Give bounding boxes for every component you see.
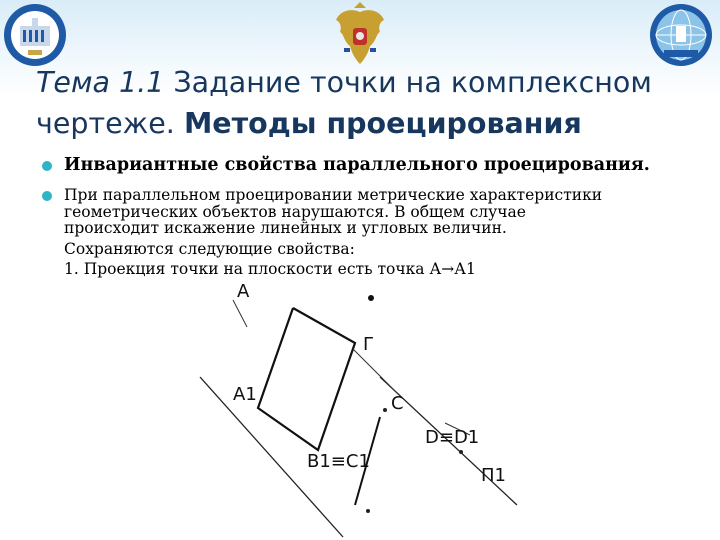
point-marker	[459, 450, 463, 454]
point-marker	[368, 295, 374, 301]
projection-ray-a	[233, 300, 247, 327]
label-a: A	[237, 281, 250, 302]
label-d-d1: D≡D1	[425, 427, 480, 448]
slide-title	[36, 62, 706, 144]
point-marker	[366, 509, 370, 513]
label-b1-c1: B1≡C1	[307, 451, 370, 472]
university-globe-emblem	[648, 2, 714, 68]
bullet-text: Инвариантные свойства параллельного проецирования.	[64, 155, 650, 175]
title-topic-text: Задание точки на комплексном чертеже.	[36, 66, 652, 140]
bullet-invariant-properties	[40, 157, 700, 174]
bullet-line: 1. Проекция точки на плоскости есть точка А→А1	[64, 260, 476, 278]
bullet-line: происходит искажение линейных и угловых величин.	[64, 219, 507, 237]
bullet-line: При параллельном проецировании метрические характеристики	[64, 186, 603, 204]
projection-diagram	[195, 255, 525, 540]
label-a1: A1	[233, 384, 257, 405]
projected-quadrilateral	[258, 308, 355, 450]
bullet-line: геометрических объектов нарушаются. В общем случае	[64, 202, 526, 221]
title-topic-number: Тема 1.1	[36, 66, 165, 99]
russian-coat-of-arms-emblem	[330, 2, 390, 68]
bullet-line: Сохраняются следующие свойства:	[64, 239, 355, 258]
point-marker	[383, 408, 387, 412]
projection-ray-c	[353, 349, 399, 395]
label-g: Г	[363, 334, 374, 355]
title-methods-text: Методы проецирования	[183, 107, 582, 140]
label-c: C	[391, 393, 404, 414]
label-pi1: П1	[481, 465, 506, 486]
university-building-emblem	[2, 2, 68, 68]
